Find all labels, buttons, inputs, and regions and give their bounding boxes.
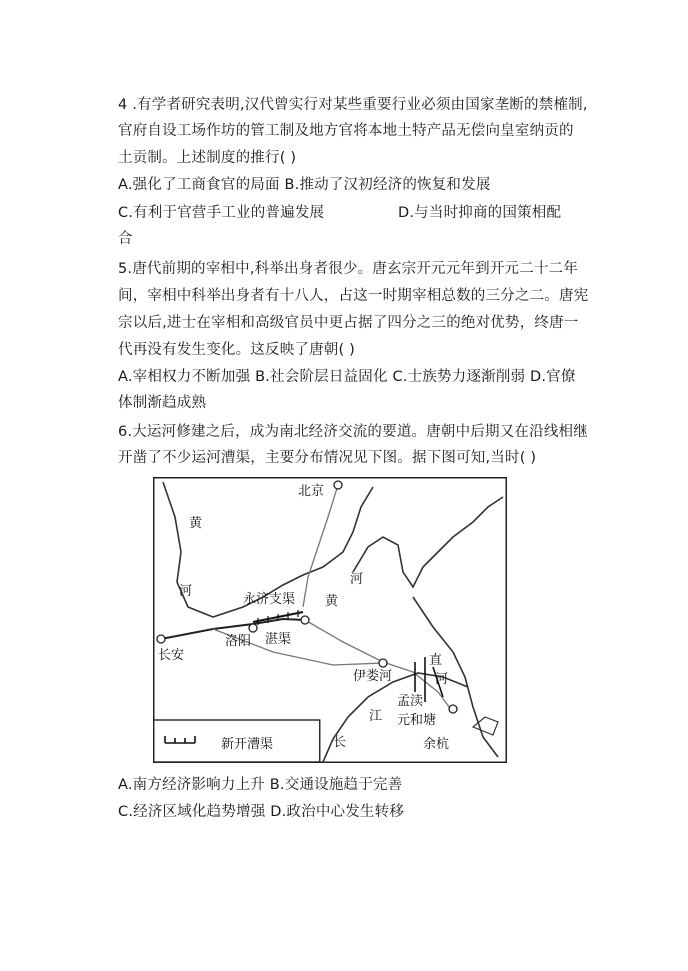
label-yuanhetang: 元和塘	[397, 713, 437, 728]
label-yongji: 永济支渠	[243, 592, 296, 607]
q5-stem-line4: 代再没有发生变化。这反映了唐朝( )	[118, 342, 356, 358]
q6-stem-line1: 6.大运河修建之后，成为南北经济交流的要道。唐朝中后期又在沿线相继	[118, 424, 588, 440]
q4-option-c: C.有利于官营手工业的普遍发展	[118, 205, 325, 221]
label-beijing: 北京	[298, 484, 325, 499]
q4-options-ab: A.强化了工商食官的局面 B.推动了汉初经济的恢复和发展	[118, 177, 491, 193]
q4-stem-line2: 官府自设工场作坊的管工制及地方官将本地土特产品无偿向皇室纳贡的	[118, 123, 574, 139]
label-zhi: 直	[429, 653, 443, 668]
label-luoyang: 洛阳	[225, 634, 252, 649]
q4-stem-line1: 4 .有学者研究表明,汉代曾实行对某些重要行业必须由国家垄断的禁榷制,	[118, 97, 588, 113]
label-he-3: 河	[435, 672, 449, 687]
label-he-2: 河	[350, 572, 364, 587]
q5-options: A.宰相权力不断加强 B.社会阶层日益固化 C.士族势力逐渐削弱 D.官僚	[118, 369, 576, 385]
label-zhanqu: 湛渠	[265, 632, 292, 647]
label-huang-2: 黄	[325, 594, 339, 609]
label-mengdu: 孟渎	[397, 694, 424, 709]
q4-option-d-cont: 合	[118, 231, 133, 247]
label-changan: 长安	[158, 648, 185, 663]
q5-stem-line1: 5.唐代前期的宰相中,科举出身者很少。唐玄宗开元元年到开元二十二年	[118, 261, 579, 277]
yiluohe-marker	[379, 659, 387, 667]
legend-label: 新开漕渠	[221, 737, 274, 752]
zhanqu-marker	[301, 616, 309, 624]
label-yuhang: 余杭	[423, 737, 450, 752]
q5-options-cont: 体制渐趋成熟	[118, 395, 207, 411]
q4-option-d: D.与当时抑商的国策相配	[398, 205, 562, 221]
q6-options-ab: A.南方经济影响力上升 B.交通设施趋于完善	[118, 777, 403, 793]
label-huang-1: 黄	[189, 516, 203, 531]
q4-stem-line3: 土贡制。上述制度的推行( )	[118, 150, 297, 166]
q6-options-cd: C.经济区域化趋势增强 D.政治中心发生转移	[118, 804, 405, 820]
yuhang-marker	[449, 705, 457, 713]
q5-stem-line2: 间，宰相中科举出身者有十八人，占这一时期宰相总数的三分之二。唐宪	[118, 288, 589, 304]
changan-marker	[157, 635, 165, 643]
beijing-marker	[334, 481, 342, 489]
canal-map	[153, 477, 507, 763]
label-jiang: 江	[369, 709, 383, 724]
label-he-1: 河	[179, 584, 193, 599]
q5-stem-line3: 宗以后,进士在宰相和高级官员中更占据了四分之三的绝对优势，终唐一	[118, 315, 579, 331]
label-chang: 长	[333, 735, 347, 750]
q6-stem-line2: 开凿了不少运河漕渠，主要分布情况见下图。据下图可知,当时( )	[118, 450, 537, 466]
label-yiluohe: 伊娄河	[353, 669, 393, 684]
luoyang-marker	[249, 624, 257, 632]
